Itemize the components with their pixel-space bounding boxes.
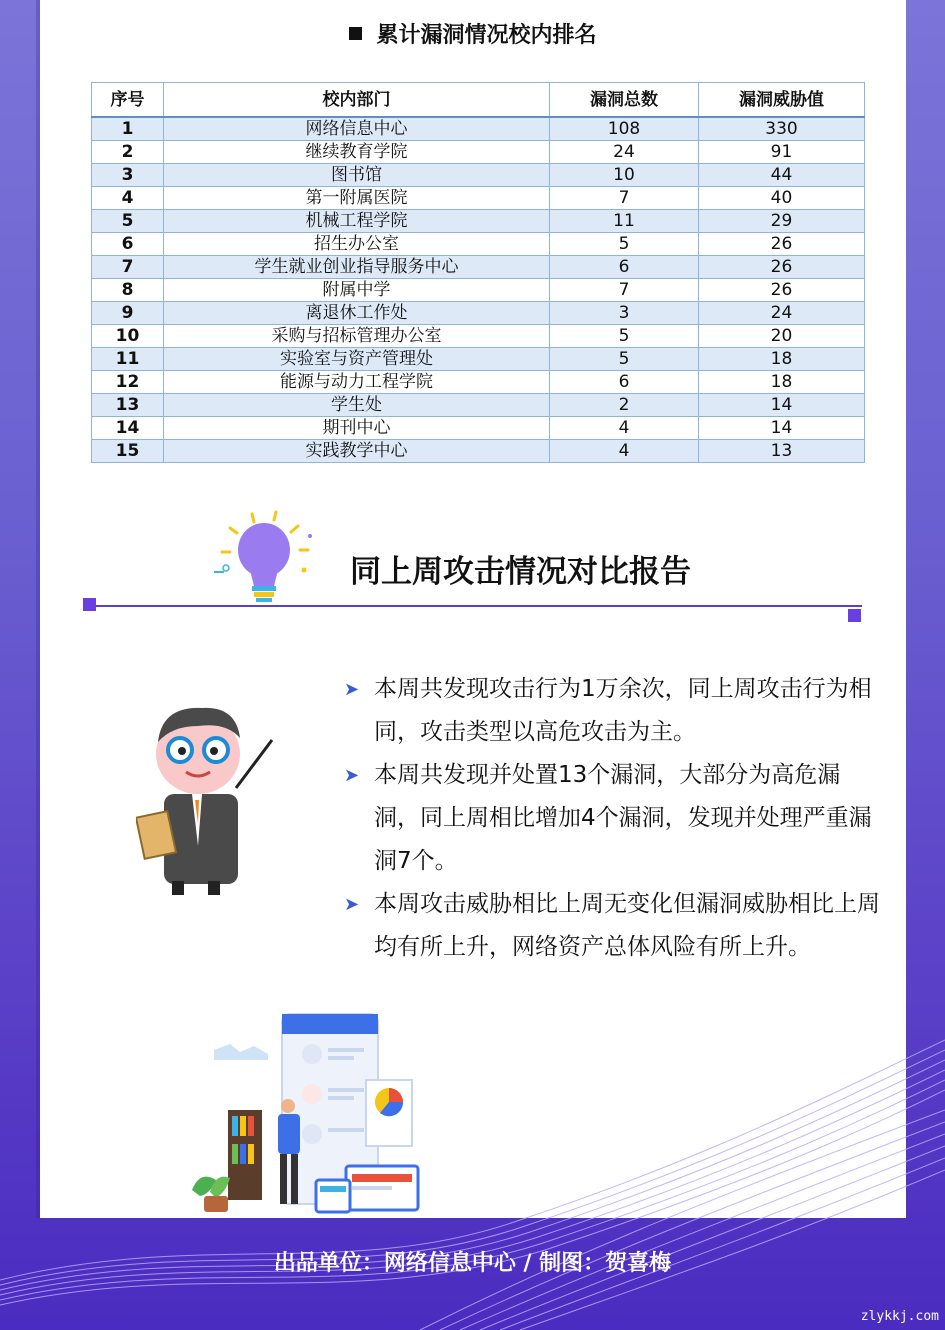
cell-department: 网络信息中心: [164, 117, 550, 141]
cell-index: 10: [92, 325, 164, 348]
cell-department: 实验室与资产管理处: [164, 348, 550, 371]
header-threat: 漏洞威胁值: [699, 83, 865, 118]
table-row: [92, 302, 865, 325]
cell-index: 13: [92, 394, 164, 417]
cell-total: 4: [550, 417, 699, 440]
divider-left-square: [83, 598, 96, 611]
cell-threat: 29: [699, 210, 865, 233]
cell-threat: 18: [699, 371, 865, 394]
comparison-bullets: [344, 668, 884, 969]
bullet-text: 本周共发现并处置13个漏洞，大部分为高危漏洞，同上周相比增加4个漏洞，发现并处理严重漏洞7个。: [374, 762, 872, 874]
cell-index: 5: [92, 210, 164, 233]
cell-total: 2: [550, 394, 699, 417]
cell-threat: 330: [699, 117, 865, 141]
table-row: [92, 394, 865, 417]
cell-department: 能源与动力工程学院: [164, 371, 550, 394]
cell-index: 7: [92, 256, 164, 279]
cell-index: 15: [92, 440, 164, 463]
cell-index: 6: [92, 233, 164, 256]
table-row: [92, 233, 865, 256]
cell-department: 实践教学中心: [164, 440, 550, 463]
cell-total: 5: [550, 348, 699, 371]
table-row: [92, 117, 865, 141]
cell-threat: 18: [699, 348, 865, 371]
arrow-right-icon: ➤: [344, 765, 360, 786]
cell-department: 图书馆: [164, 164, 550, 187]
table-row: [92, 141, 865, 164]
cell-threat: 14: [699, 394, 865, 417]
ranking-title-text: 累计漏洞情况校内排名: [376, 23, 597, 48]
lightbulb-icon: [200, 508, 320, 608]
table-row: [92, 256, 865, 279]
header-department: 校内部门: [164, 83, 550, 118]
header-total: 漏洞总数: [550, 83, 699, 118]
cell-index: 2: [92, 141, 164, 164]
cell-threat: 20: [699, 325, 865, 348]
cell-total: 5: [550, 325, 699, 348]
cell-threat: 26: [699, 279, 865, 302]
cell-total: 11: [550, 210, 699, 233]
teacher-illustration: [136, 696, 276, 896]
cell-index: 3: [92, 164, 164, 187]
bullet-text: 本周攻击威胁相比上周无变化但漏洞威胁相比上周均有所上升，网络资产总体风险有所上升。: [374, 891, 880, 960]
cell-threat: 26: [699, 256, 865, 279]
arrow-right-icon: ➤: [344, 679, 360, 700]
cell-index: 9: [92, 302, 164, 325]
cell-total: 7: [550, 187, 699, 210]
cell-department: 采购与招标管理办公室: [164, 325, 550, 348]
bullet-item: [344, 754, 884, 883]
ranking-table-body: [92, 117, 865, 463]
cell-department: 学生就业创业指导服务中心: [164, 256, 550, 279]
cell-threat: 24: [699, 302, 865, 325]
cell-index: 1: [92, 117, 164, 141]
arrow-right-icon: ➤: [344, 894, 360, 915]
table-row: [92, 187, 865, 210]
cell-threat: 40: [699, 187, 865, 210]
cell-threat: 91: [699, 141, 865, 164]
decorative-waves: [0, 980, 945, 1330]
bullet-item: [344, 668, 884, 754]
cell-total: 7: [550, 279, 699, 302]
bullet-text: 本周共发现攻击行为1万余次，同上周攻击行为相同，攻击类型以高危攻击为主。: [374, 676, 872, 745]
watermark-text: zlykkj.com: [860, 1309, 939, 1324]
table-row: [92, 371, 865, 394]
cell-threat: 14: [699, 417, 865, 440]
cell-department: 离退休工作处: [164, 302, 550, 325]
cell-index: 11: [92, 348, 164, 371]
divider-right-square: [848, 609, 861, 622]
cell-total: 24: [550, 141, 699, 164]
cell-total: 6: [550, 256, 699, 279]
cell-department: 第一附属医院: [164, 187, 550, 210]
cell-department: 期刊中心: [164, 417, 550, 440]
cell-department: 附属中学: [164, 279, 550, 302]
table-row: [92, 348, 865, 371]
cell-threat: 44: [699, 164, 865, 187]
table-row: [92, 210, 865, 233]
cell-index: 14: [92, 417, 164, 440]
table-row: [92, 440, 865, 463]
cell-department: 招生办公室: [164, 233, 550, 256]
table-row: [92, 279, 865, 302]
bullet-item: [344, 883, 884, 969]
footer-credit: 出品单位：网络信息中心 / 制图：贺喜梅: [273, 1251, 672, 1276]
cell-index: 12: [92, 371, 164, 394]
comparison-title: 同上周攻击情况对比报告: [350, 554, 691, 590]
cell-department: 机械工程学院: [164, 210, 550, 233]
ranking-section-title: [40, 18, 906, 49]
cell-threat: 13: [699, 440, 865, 463]
cell-total: 5: [550, 233, 699, 256]
header-index: 序号: [92, 83, 164, 118]
cell-index: 4: [92, 187, 164, 210]
table-row: [92, 325, 865, 348]
ranking-table-header: [92, 83, 865, 118]
cell-total: 6: [550, 371, 699, 394]
cell-threat: 26: [699, 233, 865, 256]
cell-department: 继续教育学院: [164, 141, 550, 164]
cell-index: 8: [92, 279, 164, 302]
square-bullet-icon: [349, 27, 362, 40]
cell-total: 3: [550, 302, 699, 325]
table-row: [92, 164, 865, 187]
section-divider: [84, 605, 862, 607]
cell-total: 4: [550, 440, 699, 463]
cell-department: 学生处: [164, 394, 550, 417]
cell-total: 108: [550, 117, 699, 141]
table-row: [92, 417, 865, 440]
ranking-table: [91, 82, 865, 463]
cell-total: 10: [550, 164, 699, 187]
